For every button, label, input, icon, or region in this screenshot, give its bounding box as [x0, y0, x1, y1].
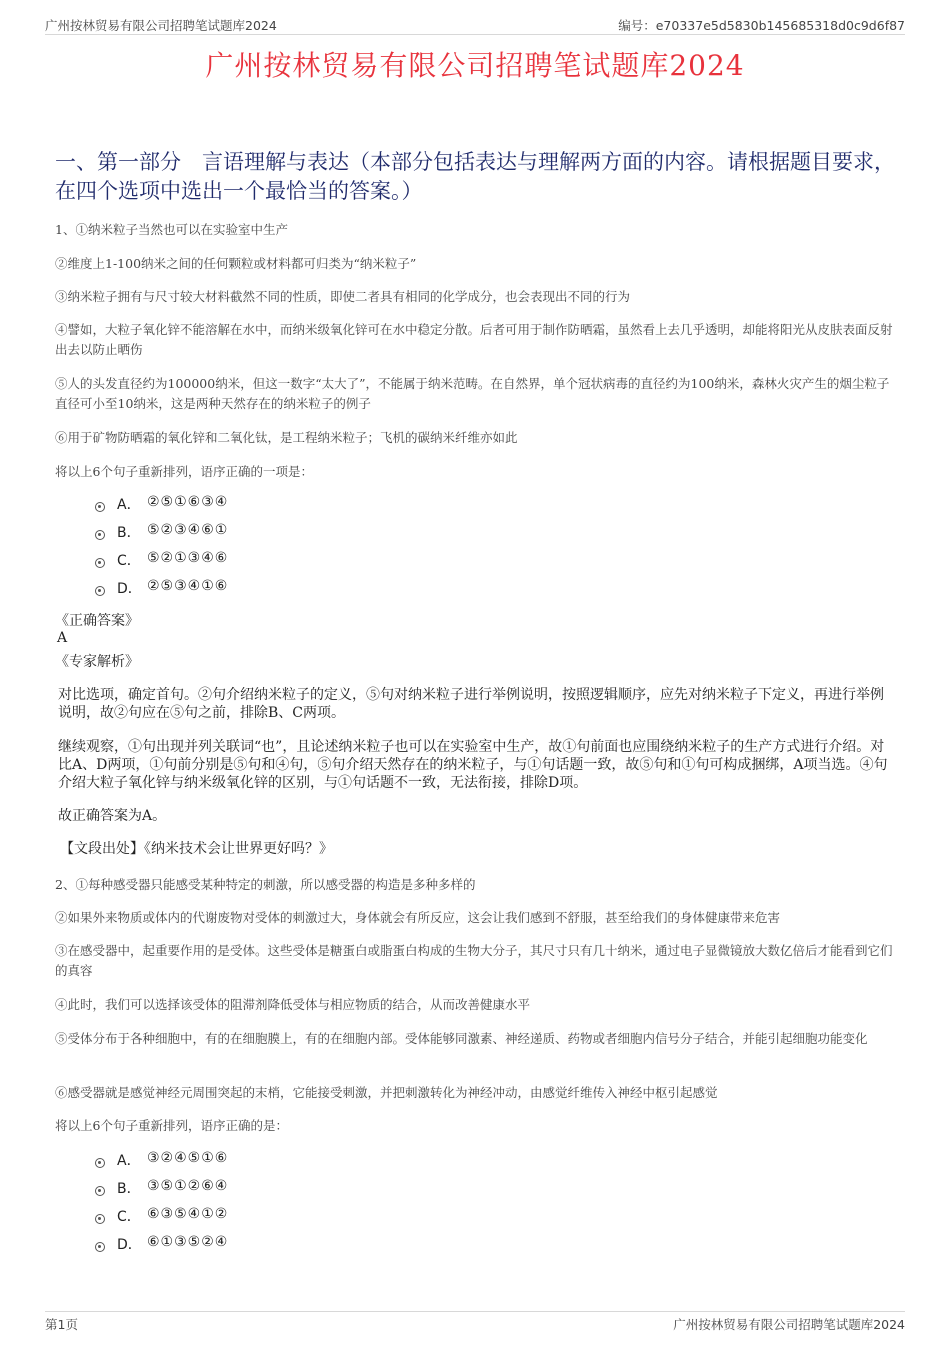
page-footer — [45, 1311, 905, 1332]
q1-prompt: 将以上6个句子重新排列，语序正确的一项是： — [55, 464, 313, 479]
radio-icon[interactable] — [95, 586, 105, 596]
radio-icon[interactable] — [95, 1186, 105, 1196]
analysis-paragraph-1: 对比选项，确定首句。②句介绍纳米粒子的定义，⑤句对纳米粒子进行举例说明，按照逻辑顺序，应先对纳米粒子下定义，再进行举例说明，故②句应在⑤句之前，排除B、C两项。 — [58, 687, 884, 721]
q2-statement-1: 2、①每种感受器只能感受某种特定的刺激，所以感受器的构造是多种多样的 — [55, 877, 476, 892]
q2-statement-4: ④此时，我们可以选择该受体的阻滞剂降低受体与相应物质的结合，从而改善健康水平 — [55, 997, 531, 1012]
radio-icon[interactable] — [95, 558, 105, 568]
q2-statement-5: ⑤受体分布于各种细胞中，有的在细胞膜上，有的在细胞内部。受体能够同激素、神经递质、药物或者细胞内信号分子结合，并能引起细胞功能变化 — [55, 1031, 868, 1046]
radio-icon[interactable] — [95, 1214, 105, 1224]
section-heading: 一、第一部分 言语理解与表达（本部分包括表达与理解两方面的内容。请根据题目要求，在四个选项中选出一个最恰当的答案。） — [55, 150, 895, 203]
q2-prompt: 将以上6个句子重新排列，语序正确的是： — [55, 1118, 288, 1133]
analysis-paragraph-2: 继续观察，①句出现并列关联词“也”，且论述纳米粒子也可以在实验室中生产，故①句前面也应围绕纳米粒子的生产方式进行介绍。对比A、D两项，①句前分别是⑤句和④句，⑤句介绍天然存在的纳米粒子，与①句话题一致，故⑤句和①句可构成捆绑，A项当选。④句介绍大粒子氧化锌与纳米级氧化锌的区别，与①句话题不一致，无法衔接，排除D项。 — [58, 739, 888, 791]
q1-statement-2: ②维度上1-100纳米之间的任何颗粒或材料都可归类为“纳米粒子” — [55, 256, 417, 271]
document-title: 广州按林贸易有限公司招聘笔试题库2024 — [205, 49, 745, 82]
q1-statement-4: ④譬如，大粒子氧化锌不能溶解在水中，而纳米级氧化锌可在水中稳定分散。后者可用于制作防晒霜，虽然看上去几乎透明，却能将阳光从皮肤表面反射出去以防止晒伤 — [55, 322, 893, 357]
q1-statement-6: ⑥用于矿物防晒霜的氧化锌和二氧化钛，是工程纳米粒子；飞机的碳纳米纤维亦如此 — [55, 430, 518, 445]
analysis-conclusion: 故正确答案为A。 — [58, 808, 167, 824]
q1-statement-5: ⑤人的头发直径约为100000纳米，但这一数字“太大了”，不能属于纳米范畴。在自然界，单个冠状病毒的直径约为100纳米，森林火灾产生的烟尘粒子直径可小至10纳米，这是两种天然存在的纳米粒子的例子 — [55, 376, 890, 411]
radio-icon[interactable] — [95, 1158, 105, 1168]
page-header — [45, 14, 905, 35]
radio-icon[interactable] — [95, 530, 105, 540]
q2-statement-2: ②如果外来物质或体内的代谢废物对受体的刺激过大，身体就会有所反应，这会让我们感到不舒服，甚至给我们的身体健康带来危害 — [55, 910, 781, 925]
answer-value: A — [57, 630, 68, 646]
analysis-label: 《专家解析》 — [55, 654, 139, 670]
footer-doc-name: 广州按林贸易有限公司招聘笔试题库2024 — [673, 1317, 905, 1332]
q1-statement-1: 1、①纳米粒子当然也可以在实验室中生产 — [55, 222, 288, 237]
text-source: 【文段出处】《纳米技术会让世界更好吗？》 — [60, 841, 333, 857]
answer-label: 《正确答案》 — [55, 613, 139, 629]
q2-statement-6: ⑥感受器就是感觉神经元周围突起的末梢，它能接受刺激，并把刺激转化为神经冲动，由感觉纤维传入神经中枢引起感觉 — [55, 1085, 718, 1100]
page-number: 第1页 — [45, 1317, 78, 1332]
radio-icon[interactable] — [95, 1242, 105, 1252]
header-doc-name: 广州按林贸易有限公司招聘笔试题库2024 — [45, 18, 277, 33]
q1-statement-3: ③纳米粒子拥有与尺寸较大材料截然不同的性质，即使二者具有相同的化学成分，也会表现出不同的行为 — [55, 289, 631, 304]
q2-statement-3: ③在感受器中，起重要作用的是受体。这些受体是糖蛋白或脂蛋白构成的生物大分子，其尺寸只有几十纳米，通过电子显微镜放大数亿倍后才能看到它们的真容 — [55, 943, 893, 978]
radio-icon[interactable] — [95, 502, 105, 512]
header-doc-id: 编号：e70337e5d5830b145685318d0c9d6f87 — [618, 18, 905, 33]
